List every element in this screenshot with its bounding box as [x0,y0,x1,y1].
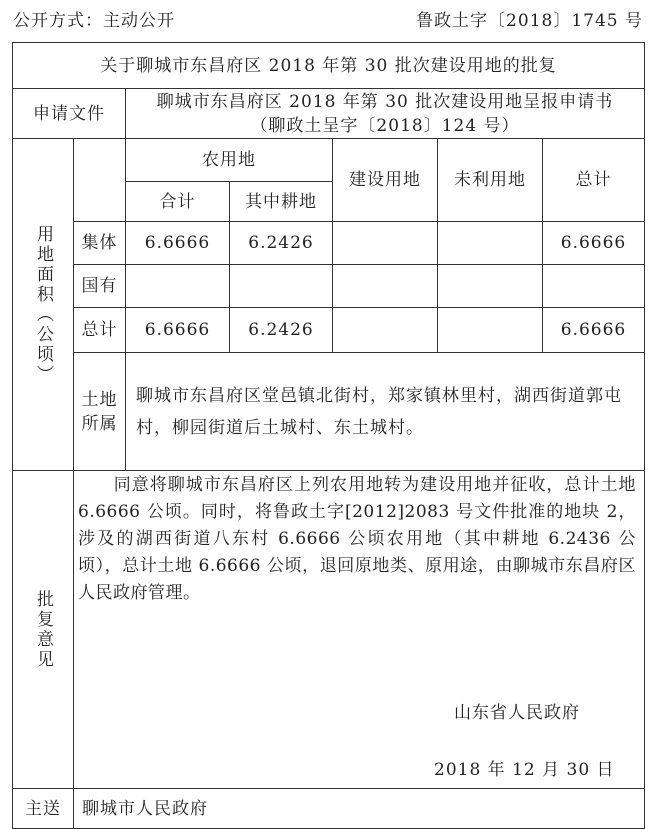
land-location-label [74,353,126,471]
row-label: 国有 [74,265,126,308]
application-label: 申请文件 [13,89,126,139]
cell-farmland-total: 6.6666 [126,222,230,265]
cell-construction [333,222,438,265]
document-title: 关于聊城市东昌府区 2018 年第 30 批次建设用地的批复 [13,43,645,89]
cell-cultivated: 6.2426 [230,308,333,353]
cell-unused [438,222,543,265]
disclosure-method: 公开方式：主动公开 [13,11,175,31]
cell-construction [333,308,438,353]
cell-cultivated: 6.2426 [230,222,333,265]
farmland-header: 农用地 [126,139,333,182]
land-area-section-label [13,139,74,471]
cell-total: 6.6666 [543,308,645,353]
cell-total: 6.6666 [543,222,645,265]
land-area-label: 用地面积（公顷） [33,224,53,385]
land-location-label-line-1: 土地 [81,389,118,410]
table-row [13,265,645,308]
document-number: 鲁政土字〔2018〕1745 号 [416,11,643,31]
land-location-text: 聊城市东昌府区堂邑镇北街村，郑家镇林里村，湖西街道郭屯村，柳园街道后土城村、东土城村。 [126,353,645,471]
application-line-1: 聊城市东昌府区 2018 年第 30 批次建设用地呈报申请书 [156,91,614,112]
cultivated-header: 其中耕地 [230,182,333,222]
opinion-label-cell [13,471,74,789]
opinion-body: 同意将聊城市东昌府区上列农用地转为建设用地并征收，总计土地 6.6666 公顷。同时，将鲁政土字[2012]2083 号文件批准的地块 2，涉及的湖西街道八东村 6.6666 公顷农用地（其中耕地 6.2436 公顷），总计土地 6.6666 公顷，退回原地类、原用途，由聊城市东昌府区人民政府管理。 [78,475,636,603]
application-document [126,89,645,139]
send-to-label: 主送 [13,789,74,829]
opinion-label: 批复意见 [33,589,53,670]
farmland-total-header: 合计 [126,182,230,222]
table-row [13,308,645,353]
cell-cultivated [230,265,333,308]
signing-authority: 山东省人民政府 [454,703,580,723]
row-label: 集体 [74,222,126,265]
cell-construction [333,265,438,308]
table-row [13,222,645,265]
document-header [0,0,656,36]
cell-unused [438,308,543,353]
opinion-cell [74,471,645,789]
unused-land-header: 未利用地 [438,139,543,222]
approval-date: 2018 年 12 月 30 日 [434,760,615,780]
application-line-2: （聊政土呈字〔2018〕124 号） [250,115,520,136]
row-label: 总计 [74,308,126,353]
cell-farmland-total [126,265,230,308]
total-header: 总计 [543,139,645,222]
construction-land-header: 建设用地 [333,139,438,222]
cell-farmland-total: 6.6666 [126,308,230,353]
cell-total [543,265,645,308]
land-location-label-line-2: 所属 [81,413,118,434]
approval-table [12,42,645,829]
cell-unused [438,265,543,308]
blank-corner-cell [74,139,126,222]
send-to-recipient: 聊城市人民政府 [74,789,645,829]
